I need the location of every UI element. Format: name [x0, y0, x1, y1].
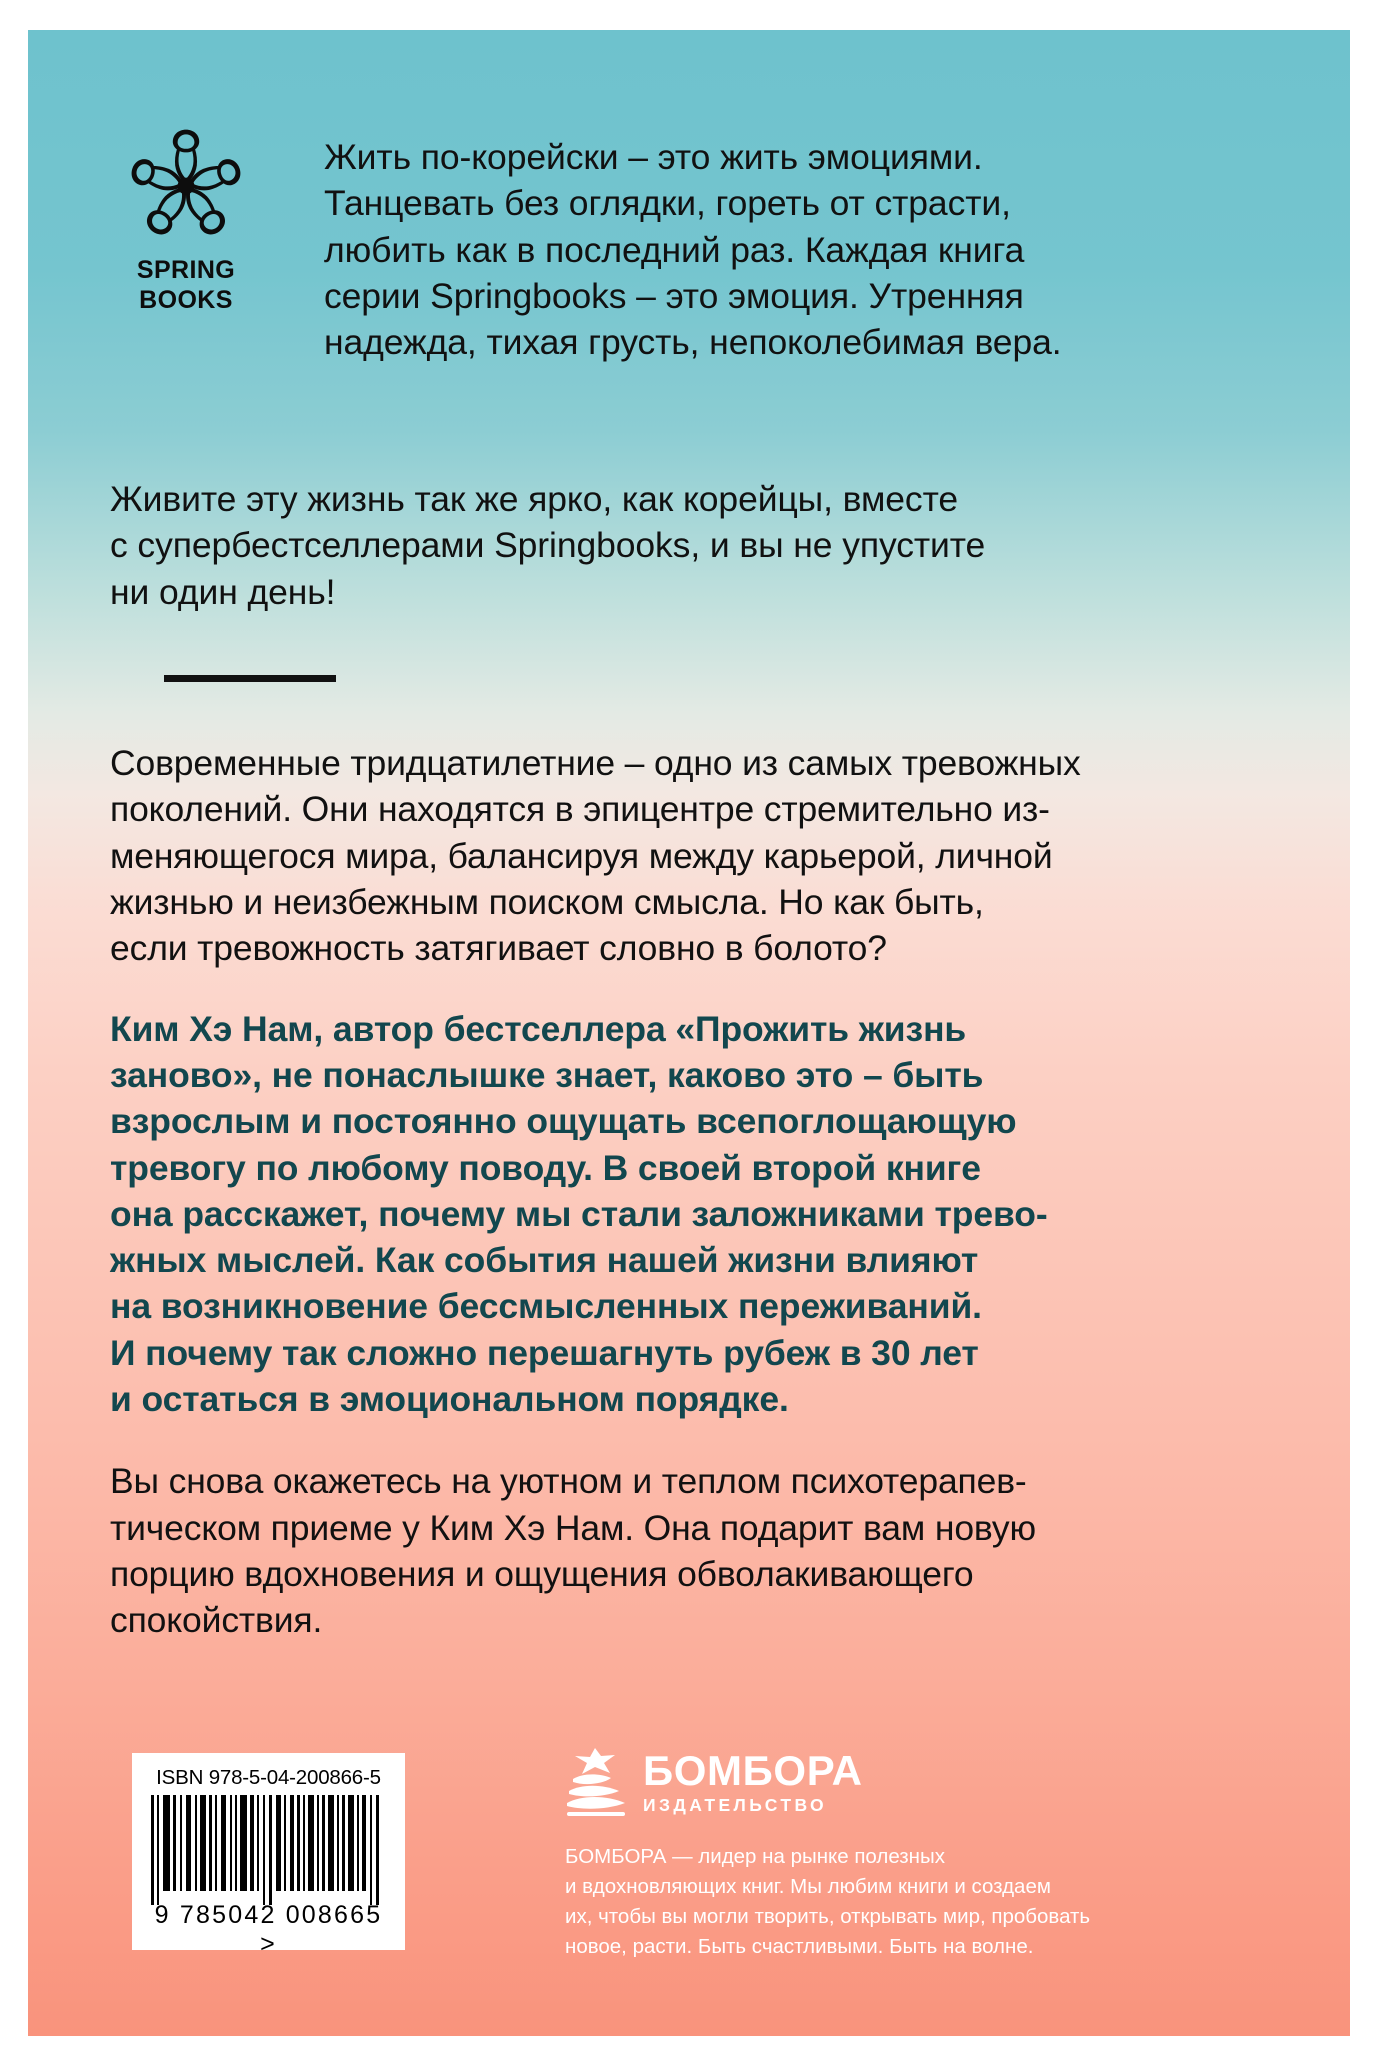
publisher-lockup [565, 1746, 1265, 1818]
body-line: тическом приеме у Ким Хэ Нам. Она подарит вам новую [110, 1507, 1036, 1548]
body-line: поколений. Они находятся в эпицентре стремительно из- [110, 789, 1050, 830]
publisher-block [565, 1746, 1265, 1963]
series-intro [324, 134, 1324, 366]
body-line: тревогу по любому поводу. В своей второй книге [110, 1147, 981, 1188]
body-line: на возникновение бессмысленных переживаний. [110, 1286, 982, 1327]
publisher-names [643, 1746, 863, 1815]
body-line: заново», не понаслышке знает, каково это – быть [110, 1054, 984, 1095]
lead-line: ни один день! [110, 571, 336, 612]
body-line: жных мыслей. Как события нашей жизни влияют [110, 1240, 979, 1281]
bombora-sail-icon [565, 1746, 627, 1818]
body-line: Ким Хэ Нам, автор бестселлера «Прожить жизнь [110, 1008, 967, 1049]
publisher-blurb-line: новое, расти. Быть счастливыми. Быть на волне. [565, 1935, 1034, 1959]
series-lead-text [110, 476, 1325, 615]
body-line: Вы снова окажетесь на уютном и теплом психотерапев- [110, 1461, 1027, 1502]
publisher-blurb [565, 1842, 1205, 1963]
body-line: взрослым и постоянно ощущать всепоглощающую [110, 1101, 1017, 1142]
book-back-cover [28, 30, 1350, 2036]
barcode-digits: 9 785042 008665 > [154, 1901, 383, 1958]
intro-line: Танцевать без оглядки, гореть от страсти, [324, 183, 1011, 224]
cherry-blossom-icon [126, 126, 246, 246]
isbn-barcode [132, 1753, 405, 1958]
logo-line-books: BOOKS [139, 285, 233, 314]
publisher-blurb-line: и вдохновляющих книг. Мы любим книги и создаем [565, 1875, 1051, 1899]
publisher-blurb-line: БОМБОРА — лидер на рынке полезных [565, 1845, 945, 1868]
isbn-label: ISBN 978-5-04-200866-5 [156, 1766, 381, 1789]
body-line: жизнью и неизбежным поиском смысла. Но как быть, [110, 881, 984, 922]
intro-line: Жить по-корейски – это жить эмоциями. [324, 137, 983, 177]
body-line: меняющегося мира, балансируя между карьерой, личной [110, 835, 1053, 876]
section-divider [164, 675, 336, 682]
body-line: И почему так сложно перешагнуть рубеж в 30 лет [110, 1332, 979, 1373]
intro-line: любить как в последний раз. Каждая книга [324, 229, 1025, 270]
logo-line-spring: SPRING [136, 256, 236, 284]
springbooks-logo [110, 126, 262, 315]
blurb-paragraph-author-highlight [110, 1006, 1328, 1423]
intro-line: серии Springbooks – это эмоция. Утренняя [324, 275, 1024, 316]
publisher-subtitle: ИЗДАТЕЛЬСТВО [643, 1794, 828, 1815]
intro-line: надежда, тихая грусть, непоколебимая вера. [324, 322, 1062, 363]
body-line: спокойствия. [110, 1600, 323, 1641]
series-intro-text [324, 134, 1324, 366]
blurb-paragraph-3 [110, 1458, 1328, 1643]
publisher-blurb-line: их, чтобы вы могли творить, открывать мир, пробовать [565, 1905, 1091, 1929]
publisher-name: БОМБОРА [643, 1746, 863, 1794]
lead-line: с супербестселлерами Springbooks, и вы не упустите [110, 525, 986, 566]
body-line: она расскажет, почему мы стали заложниками трево- [110, 1193, 1048, 1234]
body-line: если тревожность затягивает словно в болото? [110, 928, 887, 969]
body-line: порцию вдохновения и ощущения обволакивающего [110, 1554, 974, 1594]
barcode-bars-icon [149, 1795, 389, 1905]
blurb-body [110, 740, 1328, 1644]
lead-line: Живите эту жизнь так же ярко, как корейцы, вместе [110, 479, 958, 519]
blurb-paragraph-1 [110, 740, 1328, 972]
body-line: Современные тридцатилетние – одно из самых тревожных [110, 743, 1081, 783]
body-line: и остаться в эмоциональном порядке. [110, 1379, 789, 1420]
series-lead [110, 476, 1325, 615]
